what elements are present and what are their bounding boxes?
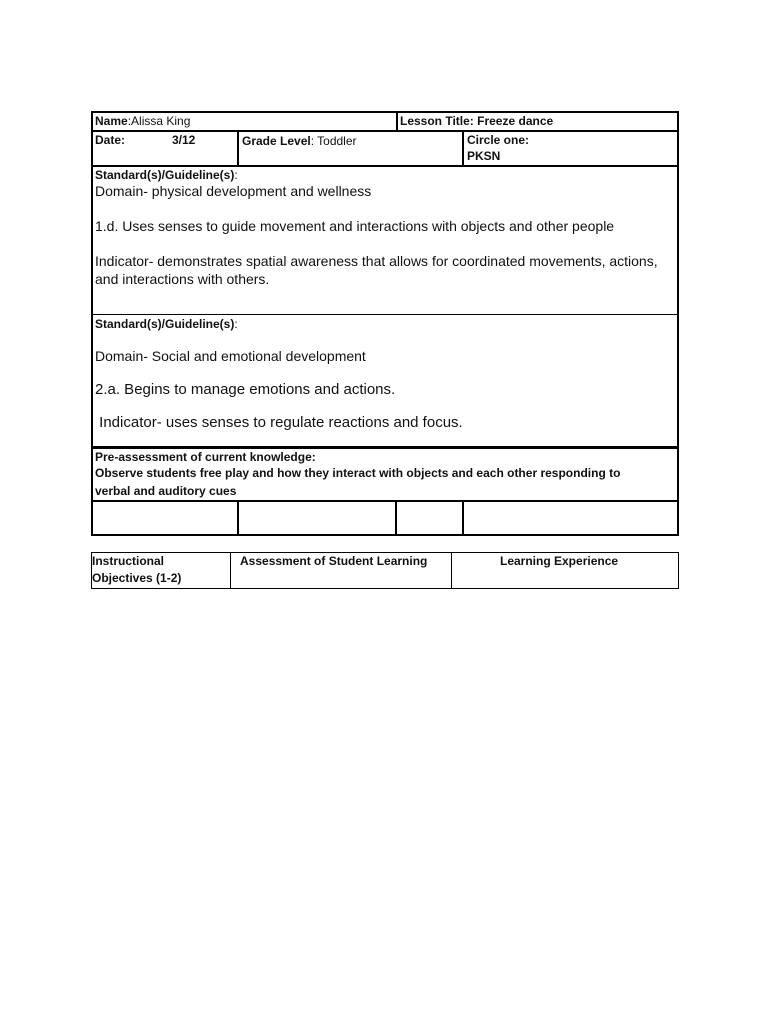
grade-level-value: : Toddler	[310, 134, 357, 148]
assessment-header: Assessment of Student Learning	[240, 554, 428, 568]
standard-1-heading-text: Standard(s)/Guideline(s)	[95, 168, 235, 182]
standard-1-indicator-line-1: Indicator- demonstrates spatial awareness that allows for coordinated movements, actions,	[95, 253, 658, 269]
objectives-header-line-1: Instructional	[92, 554, 165, 568]
row-divider	[91, 314, 679, 315]
date-label: Date:	[95, 133, 126, 147]
lesson-title-field	[400, 113, 553, 130]
row-divider	[91, 500, 679, 502]
lesson-title-value: Freeze dance	[473, 114, 554, 128]
col-divider	[395, 500, 397, 536]
learning-experience-header: Learning Experience	[500, 554, 619, 568]
grade-level-label: Grade Level	[242, 134, 311, 148]
table-border-right	[677, 111, 679, 536]
circle-one-label: Circle one:	[467, 133, 530, 147]
lesson-title-label: Lesson Title:	[400, 114, 474, 128]
name-label: Name	[95, 114, 128, 128]
col-divider	[230, 552, 231, 589]
preassessment-line-2: verbal and auditory cues	[95, 484, 237, 498]
table-border-left	[91, 111, 93, 536]
standard-1-colon: :	[234, 168, 238, 182]
col-divider	[462, 500, 464, 536]
preassessment-heading: Pre-assessment of current knowledge:	[95, 450, 316, 464]
name-field	[95, 113, 190, 130]
date-value: 3/12	[172, 133, 196, 147]
objectives-header-line-2: Objectives (1-2)	[92, 571, 182, 585]
grade-level-field	[242, 133, 357, 150]
standard-1-item: 1.d. Uses senses to guide movement and interactions with objects and other people	[95, 218, 615, 234]
col-divider	[451, 552, 452, 589]
table-border-right	[678, 552, 679, 589]
standard-2-heading-text: Standard(s)/Guideline(s)	[95, 317, 235, 331]
col-divider	[237, 130, 239, 166]
col-divider	[237, 500, 239, 536]
standard-1-indicator-line-2: and interactions with others.	[95, 271, 270, 287]
standard-2-domain: Domain- Social and emotional development	[95, 348, 366, 364]
standard-1-domain: Domain- physical development and wellness	[95, 183, 372, 199]
col-divider	[396, 111, 398, 132]
table-border-bottom	[91, 588, 679, 589]
name-value: :Alissa King	[127, 114, 191, 128]
standard-2-heading	[95, 316, 238, 333]
standard-2-item: 2.a. Begins to manage emotions and actions.	[95, 381, 396, 398]
preassessment-line-1: Observe students free play and how they interact with objects and each other responding to	[95, 466, 621, 480]
standard-2-colon: :	[234, 317, 238, 331]
standard-2-indicator: Indicator- uses senses to regulate reactions and focus.	[95, 414, 463, 431]
circle-one-value: PKSN	[467, 149, 501, 163]
col-divider	[462, 130, 464, 166]
table-border-bottom	[91, 534, 679, 536]
